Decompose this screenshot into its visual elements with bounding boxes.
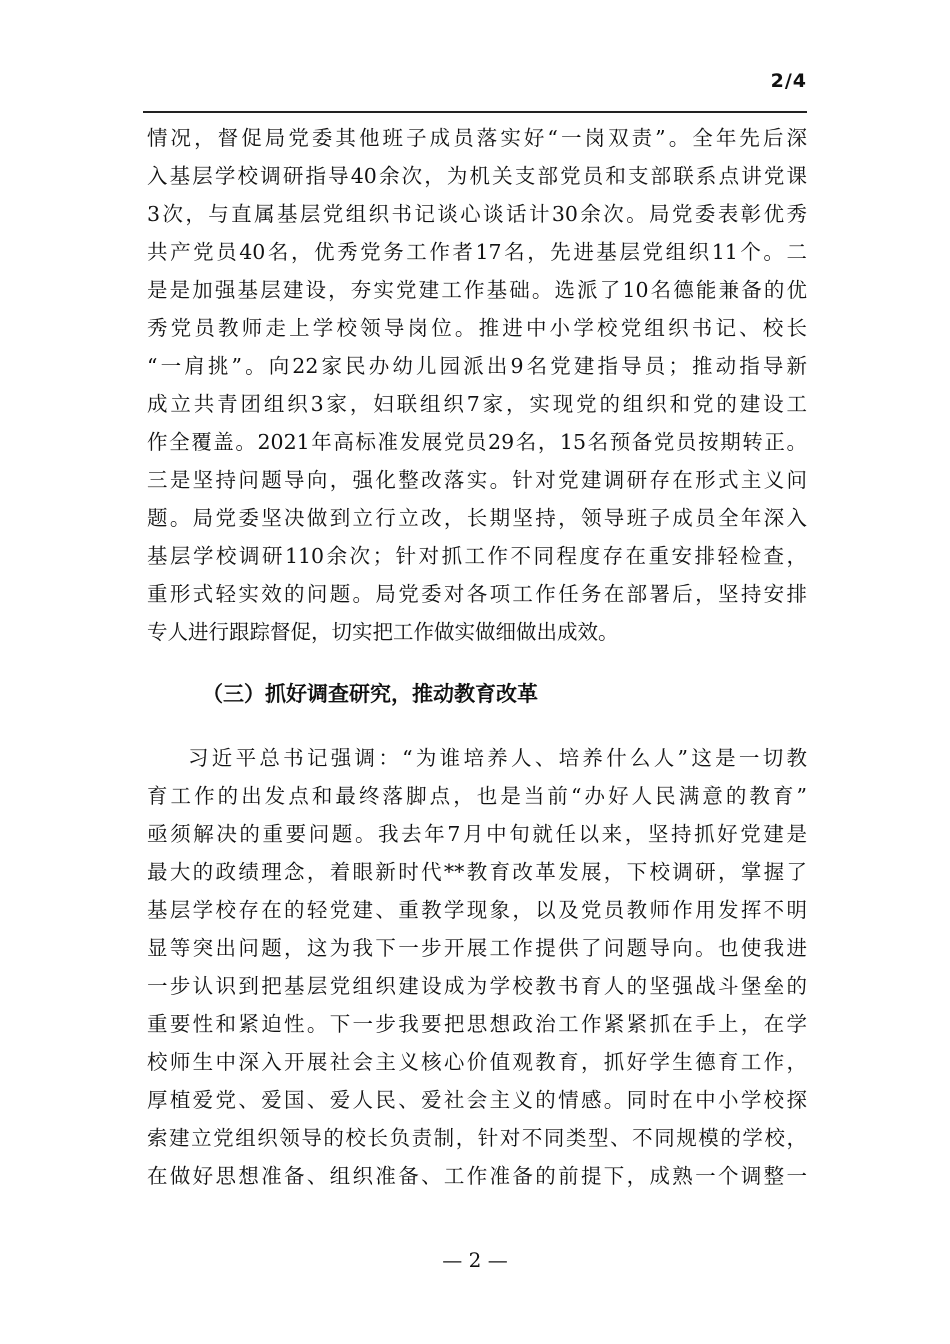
- text-line: 成立共青团组织3家，妇联组织7家，实现党的组织和党的建设工: [147, 392, 807, 416]
- text-line: 校师生中深入开展社会主义核心价值观教育，抓好学生德育工作，: [147, 1050, 807, 1074]
- text-line: 重要性和紧迫性。下一步我要把思想政治工作紧紧抓在手上，在学: [147, 1012, 807, 1036]
- section-heading: （三）抓好调查研究，推动教育改革: [202, 681, 538, 706]
- text-line: 三是坚持问题导向，强化整改落实。针对党建调研存在形式主义问: [147, 468, 807, 492]
- text-line: 入基层学校调研指导40余次，为机关支部党员和支部联系点讲党课: [147, 164, 807, 188]
- text-line: 亟须解决的重要问题。我去年7月中旬就任以来，坚持抓好党建是: [147, 822, 807, 846]
- text-line: 习近平总书记强调：“为谁培养人、培养什么人”这是一切教: [188, 746, 807, 770]
- text-line: 最大的政绩理念，着眼新时代**教育改革发展，下校调研，掌握了: [147, 860, 807, 884]
- text-line: 重形式轻实效的问题。局党委对各项工作任务在部署后，坚持安排: [147, 582, 807, 606]
- header-rule: [143, 111, 807, 113]
- text-line: 基层学校存在的轻党建、重教学现象，以及党员教师作用发挥不明: [147, 898, 807, 922]
- footer-page-number: — 2 —: [442, 1248, 508, 1272]
- paragraph-2: [147, 739, 807, 1195]
- text-line: 题。局党委坚决做到立行立改，长期坚持，领导班子成员全年深入: [147, 506, 807, 530]
- text-line: 是是加强基层建设，夯实党建工作基础。选派了10名德能兼备的优: [147, 278, 807, 302]
- paragraph-1: [147, 119, 807, 651]
- text-line: 作全覆盖。2021年高标准发展党员29名，15名预备党员按期转正。: [147, 430, 807, 454]
- text-line: 育工作的出发点和最终落脚点，也是当前“办好人民满意的教育”: [147, 784, 807, 808]
- text-line: “一肩挑”。向22家民办幼儿园派出9名党建指导员；推动指导新: [147, 354, 807, 378]
- text-line: 在做好思想准备、组织准备、工作准备的前提下，成熟一个调整一: [147, 1164, 807, 1188]
- text-line: 专人进行跟踪督促，切实把工作做实做细做出成效。: [147, 620, 619, 644]
- text-line: 情况，督促局党委其他班子成员落实好“一岗双责”。全年先后深: [147, 126, 807, 150]
- text-line: 索建立党组织领导的校长负责制，针对不同类型、不同规模的学校，: [147, 1126, 807, 1150]
- page-indicator: 2/4: [770, 70, 807, 92]
- text-line: 3次，与直属基层党组织书记谈心谈话计30余次。局党委表彰优秀: [147, 202, 807, 226]
- text-line: 一步认识到把基层党组织建设成为学校教书育人的坚强战斗堡垒的: [147, 974, 807, 998]
- text-line: 共产党员40名，优秀党务工作者17名，先进基层党组织11个。二: [147, 240, 807, 264]
- text-line: 显等突出问题，这为我下一步开展工作提供了问题导向。也使我进: [147, 936, 807, 960]
- text-line: 基层学校调研110余次；针对抓工作不同程度存在重安排轻检查，: [147, 544, 807, 568]
- text-line: 厚植爱党、爱国、爱人民、爱社会主义的情感。同时在中小学校探: [147, 1088, 807, 1112]
- text-line: 秀党员教师走上学校领导岗位。推进中小学校党组织书记、校长: [147, 316, 807, 340]
